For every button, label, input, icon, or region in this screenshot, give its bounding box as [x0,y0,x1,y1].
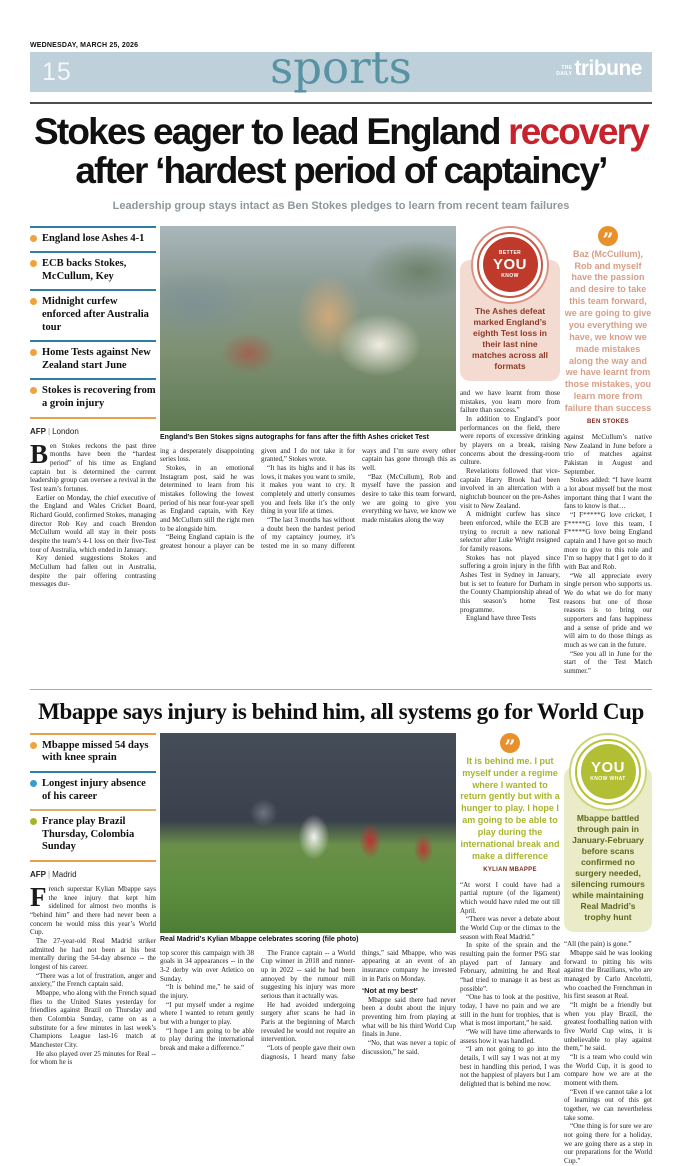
paragraph: “Being England captain is the greatest honour a player can be given and I do not take it for granted,” Stokes wrote. [160,446,355,551]
divider [30,860,156,862]
story2-headline: Mbappe says injury is behind him, all systems go for World Cup [38,698,644,724]
paragraph: Stokes has not played since suffering a groin injury in the fifth Ashes Test in Sydney in January, but is set to feature for Durham in the County Championship ahead of this season’s home Test programme. [460,553,560,614]
you-know-what-badge [569,733,647,811]
byline-location: Madrid [52,869,77,879]
bullet-dot-icon [30,349,37,356]
story1-headline-part1: Stokes eager to lead England [33,111,509,152]
byline-agency: AFP [30,426,46,436]
story2-column6 [564,733,652,1166]
story2-column5 [460,733,560,1166]
page-number: 15 [42,57,72,86]
paragraph: Mbappe, who along with the French squad flies to the United States yesterday for friendlies against Brazil on Thursday and then Colombia Sunday, came on as a substitute for a few minutes in last week’s Champions League last-16 match at Manchester City. [30,988,156,1049]
story2-body-column6 [564,940,652,1165]
quote-icon [500,733,520,753]
paragraph: “Lots of people gave their own diagnosis, I heard many false things,” said Mbappe, who was appearing at an event of an insurance company he invested in in Paris on Monday. [261,948,456,1061]
paragraph: “Baz (McCullum), Rob and myself have the passion and desire to take this team forward, we are going to give you everything we have, we know we made mistakes along the way [362,472,456,525]
paragraph: The France captain -- a World Cup winner in 2018 and runner-up in 2022 -- said he had been annoyed by the rumour mill suggesting his injury was more serious than it actually was. [261,948,355,1001]
mbappe-photo [160,733,456,933]
pull-quote-text: Baz (McCullum), Rob and myself have the passion and desire to take this team forward, we are going to give you everything we have, we know we made mistakes along the way and we have learnt from those mistakes, you learn more from failure than success [564,248,652,414]
badge-disc [483,237,538,292]
stokes-photo [160,226,456,431]
story2-byline [30,870,156,879]
newspaper-logo-stack [556,66,572,77]
story1-body-middle [160,447,456,551]
divider [30,417,156,419]
list-item [30,380,156,416]
story2-pull-quote [460,733,560,873]
paragraph: Mbappe said he was looking forward to pitting his wits against the Brazilians, who are managed by Carlo Ancelotti, who coached the Frenchman in his first season at Real. [564,948,652,1001]
paragraph: against McCullum’s native New Zealand in June before a trio of matches against Pakistan in August and September. [564,432,652,476]
paragraph: “I F*****G love cricket, I F*****G love this team, I F*****G love being England captain and I have got so much more to give to this role and I’m so happy that I get to do it with Baz and Rob. [564,510,652,572]
paragraph: “It might be a friendly but when you play Brazil, the greatest footballing nation with five World Cup wins, it is unbelievable to play against them,” he said. [564,1000,652,1053]
badge-line-top: BETTER [498,249,522,256]
masthead-rule [30,102,652,104]
story1-pull-quote [564,226,652,425]
quote-glyph: ” [504,736,516,753]
bullet-label: France play Brazil Thursday, Colombia Sunday [42,816,135,853]
story1-body-column6 [564,433,652,676]
story2-body-column5 [460,881,560,1089]
logo-the: THE [561,65,573,72]
bullet-dot-icon [30,298,37,305]
story1-headline-part2: after ‘hardest period of captaincy’ [75,149,607,191]
logo-name: tribune [574,57,642,80]
story1-headline-highlight: recovery [508,111,649,152]
story1-byline [30,427,156,436]
story2-photo-caption: Real Madrid’s Kylian Mbappe celebrates scoring (file photo) [160,935,359,943]
bullet-label: Stokes is recovering from a groin injury [42,385,156,410]
badge-line-you: YOU [492,255,527,273]
byline-separator: | [48,869,51,879]
badge-ring [575,739,641,805]
list-item [30,253,156,289]
paragraph: Ben Stokes reckons the past three months have been the “hardest period” of his time as England captain but is determined the current leadership group can oversee a revival in the Test team’s fortunes. [30,438,156,493]
list-item [30,773,156,809]
paragraph: He had avoided undergoing surgery after scans he had in Paris at the beginning of March revealed he would not require an intervention. [261,1000,355,1044]
bullet-dot-icon [30,780,37,787]
bullet-dot-icon [30,742,37,749]
story1-column6 [564,226,652,676]
bullet-dot-icon [30,260,37,267]
paragraph: Stokes added: “I have learnt a lot about myself but the most important thing that I want the fans to know is that… [564,476,652,511]
bullet-dot-icon [30,387,37,394]
bullet-label: ECB backs Stokes, McCullum, Key [42,258,127,282]
list-item [30,342,156,378]
story2-factbox [564,733,652,932]
paragraph: “Even if we cannot take a lot of learnings out of this get together, we can nevertheless take some. [564,1087,652,1122]
paragraph: “It is behind me,” he said of the injury. [160,983,254,1001]
section-title: sports [270,41,412,94]
badge-line-bottom: KNOW [501,272,519,279]
paragraph: ‘Not at my best’ [362,986,418,996]
paragraph: “No, that was never a topic of discussion,” he said. [362,1039,456,1056]
badge-line-bottom: KNOW WHAT [590,776,626,783]
list-item [30,811,156,860]
paragraph: “It is a team who could win the World Cup, it is good to compare how we are at the moment with them. [564,1052,652,1087]
paragraph: “We all appreciate every single person who supports us. We do what we do for many reasons but one of those reasons is to bring our supporters and fans happiness and a sense of pride and we will aim to do those things as much as we can in the future. [564,571,652,650]
bullet-label: Mbappe missed 54 days with knee sprain [42,739,149,764]
paragraph: “There was a lot of frustration, anger and anxiety,” the French captain said. [30,971,156,989]
paragraph: “We will have time afterwards to assess how it was handled. [460,1028,560,1045]
story2-body-column1 [30,881,156,1067]
paragraph: In addition to England’s poor performances on the field, there were reports of excessive drinking by players on a break, raising concerns about the dressing-room culture. [460,414,560,467]
story1-factbox [460,226,560,381]
paragraph: “See you all in June for the start of the Test Match summer.” [564,649,652,676]
story1-subhead: Leadership group stays intact as Ben Stokes pledges to learn from recent team failures [112,199,570,212]
paragraph: Earlier on Monday, the chief executive of the England and Wales Cricket Board, Richard Gould, confirmed Stokes, managing director Rob Key and coach Brendon McCullum would all stay in their posts despite the team’s 4-1 loss on their five-Test tour of Australia, which ended in January. [30,493,156,554]
story1-body-column5 [460,389,560,623]
paragraph: Stokes, in an emotional Instagram post, said he was determined to learn from his mistakes following the lowest period of his near four-year spell as England captain, with Key and McCullum still the right men to be alongside him. [160,464,254,533]
date-line: WEDNESDAY, MARCH 25, 2026 [30,42,139,49]
pull-quote-attribution: BEN STOKES [587,418,629,425]
story2-body-middle [160,949,456,1062]
list-item [30,228,156,252]
story1-left-column [30,226,156,676]
paragraph: Revelations followed that vice-captain Harry Brook had been involved in an altercation with a nightclub bouncer on the pre-Ashes visit to New Zealand. [460,467,560,510]
paragraph: England have three Tests [466,614,536,623]
story2-middle-column [160,733,456,1166]
paragraph: “One has to look at the positive, today, I have no pain and we are still in the hunt for trophies, that is what is most important,” he said. [460,993,560,1028]
badge-line-you: YOU [590,759,625,777]
newspaper-logo [556,57,642,80]
paragraph: He also played over 25 minutes for Real -- for whom he is [30,1049,156,1067]
better-you-know-badge [471,226,549,304]
logo-daily: DAILY [556,70,573,77]
paragraph: “It has its highs and it has its lows, it makes you want to smile, it makes you want to cry. It completely and utterly consumes you and feels like it’s the only thing in your life at times. [261,464,355,516]
bullet-dot-icon [30,818,37,825]
factbox-text: Mbappe battled through pain in January-February before scans confirmed no surgery needed, silencing rumours while maintaining Real Madrid’s trophy hunt [564,767,652,932]
bullet-label: England lose Ashes 4-1 [42,232,145,244]
paragraph: “One thing is for sure we are not going there for a holiday, we are going there as a step in our preparations for the World Cup.” [564,1122,652,1166]
list-item [30,735,156,771]
paragraph: Key denied suggestions Stokes and McCullum had fallen out in Australia, despite the pair offering contrasting messages dur- [30,554,156,589]
story1-body-column1 [30,438,156,589]
paragraph: “I am not going to go into the details, I will say I was not at my best in handling this period, I was not the happiest of players but I am delighted that is behind me now. [460,1045,560,1089]
paragraph: “There was never a debate about the World Cup or the climax to the season with Real Madrid.” [460,915,560,941]
paragraph: French superstar Kylian Mbappe says the knee injury that kept him sidelined for almost two months is “behind him” and there had never been a concern he would miss this year’s World Cup. [30,881,156,937]
bullet-label: Midnight curfew enforced after Australia tour [42,296,149,333]
paragraph: The 27-year-old Real Madrid striker admitted he had not been at his best mentally during the 54-day absence -- the longest of his career. [30,936,156,971]
bullet-label: Longest injury absence of his career [42,777,146,802]
pull-quote-text: It is behind me. I put myself under a regime where I wanted to return gently but with a hunger to play. I hope I am going to be able to play during the international break and make a difference [460,755,560,861]
byline-separator: | [48,426,51,436]
story1-photo-caption: England’s Ben Stokes signs autographs for fans after the fifth Ashes cricket Test [160,433,429,441]
story1-headline [30,113,652,191]
factbox-text: The Ashes defeat marked England’s eighth Test loss in their last nine matches across all formats [460,260,560,381]
paragraph: and we have learnt from those mistakes, you learn more from failure than success.” [460,388,560,415]
list-item [30,291,156,340]
bullet-label: Home Tests against New Zealand start June [42,347,151,371]
byline-location: London [52,426,79,436]
quote-icon [598,226,618,246]
quote-glyph: ” [602,229,614,246]
paragraph: In spite of the sprain and the resulting pain the former PSG star played part of January and February, admitting he and Real “had tried to manage it as best as possible”. [460,941,560,993]
bullet-dot-icon [30,235,37,242]
paragraph: “The last 3 months has without a doubt been the hardest period of my captaincy journey, it’s tested me in so many different ways and I’m sure every other captain has gone through this as well. [261,446,456,551]
paragraph: A midnight curfew has since been enforced, while the ECB are trying to recruit a new national selector after Luke Wright resigned for family reasons. [460,510,560,554]
paragraph: “At worst I could have had a partial rupture (of the ligament) which would have ruled me out till April. [460,880,560,915]
story2-left-column [30,733,156,1166]
story1-middle-column [160,226,456,676]
paragraph: Mbappe said there had never been a doubt about the injury preventing him from playing at what will be his third World Cup finals in June. [362,995,456,1039]
story2 [30,733,652,1166]
story-divider [30,689,652,690]
story1 [30,226,652,676]
badge-disc [581,744,636,799]
paragraph: “All (the pain) is gone.” [564,940,632,949]
paragraph: “I hope I am going to be able to play during the international break and make a difference.” [160,1026,254,1053]
paragraph: ing a desperately disappointing series loss. [160,446,254,464]
story1-column5 [460,226,560,676]
pull-quote-attribution: KYLIAN MBAPPE [483,866,537,873]
byline-agency: AFP [30,869,46,879]
badge-ring [477,232,543,298]
paragraph: “I put myself under a regime where I wanted to return gently but with a hunger to play. [160,1000,254,1027]
paragraph: top scorer this campaign with 38 goals in 34 appearances -- in the 3-2 derby win over Atletico on Sunday. [160,948,254,983]
